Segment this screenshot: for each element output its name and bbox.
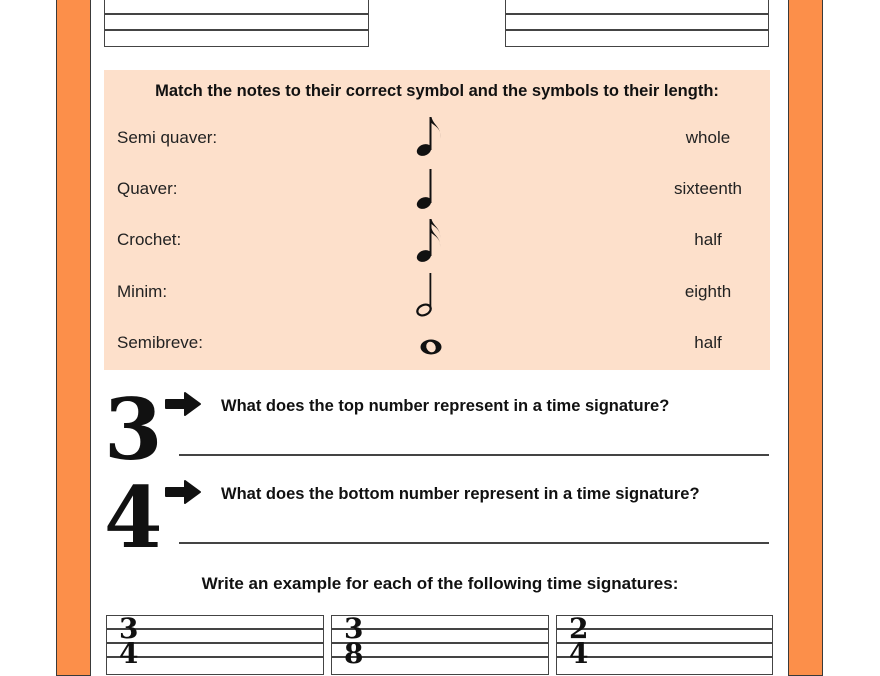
time-signature-3-top: 2 bbox=[569, 612, 589, 645]
question-top-number: What does the top number represent in a time signature? bbox=[221, 397, 670, 415]
length-label-1: whole bbox=[685, 128, 731, 147]
answer-line-2[interactable] bbox=[179, 542, 769, 544]
time-signature-3-bottom: 4 bbox=[569, 637, 589, 670]
note-name-semibreve: Semibreve: bbox=[117, 333, 203, 352]
length-label-2: sixteenth bbox=[673, 179, 743, 198]
time-signature-bottom-number: 4 bbox=[104, 468, 163, 567]
time-signature-1-top: 3 bbox=[119, 612, 139, 645]
quarter-note-icon bbox=[414, 166, 450, 212]
length-label-5: half bbox=[694, 333, 722, 352]
time-signature-2-top: 3 bbox=[344, 612, 364, 645]
note-name-crochet: Crochet: bbox=[117, 230, 182, 249]
length-label-4: eighth bbox=[684, 282, 732, 301]
matching-exercise bbox=[104, 70, 770, 370]
answer-staff-right bbox=[505, 0, 769, 47]
example-staff-1[interactable] bbox=[106, 612, 324, 675]
example-staff-2[interactable] bbox=[331, 612, 549, 675]
arrow-right-icon bbox=[163, 390, 203, 418]
examples-title: Write an example for each of the following time signatures: bbox=[201, 574, 679, 593]
eighth-note-icon bbox=[414, 115, 450, 159]
time-signature-1-bottom: 4 bbox=[119, 637, 139, 670]
half-note-icon bbox=[414, 270, 450, 320]
note-name-quaver: Quaver: bbox=[117, 179, 178, 198]
sixteenth-note-icon bbox=[414, 216, 450, 266]
length-label-3: half bbox=[694, 230, 722, 249]
note-name-semiquaver: Semi quaver: bbox=[117, 128, 218, 147]
matching-title: Match the notes to their correct symbol and the symbols to their length: bbox=[155, 82, 719, 100]
note-name-minim: Minim: bbox=[117, 282, 168, 301]
time-signature-2-bottom: 8 bbox=[344, 637, 364, 670]
whole-note-icon bbox=[414, 336, 450, 358]
time-signature-top-number: 3 bbox=[104, 380, 163, 479]
answer-line-1[interactable] bbox=[179, 454, 769, 456]
question-bottom-number: What does the bottom number represent in a time signature? bbox=[221, 485, 700, 503]
answer-staff-left bbox=[104, 0, 369, 47]
arrow-right-icon bbox=[163, 478, 203, 506]
example-staff-3[interactable] bbox=[556, 612, 773, 675]
